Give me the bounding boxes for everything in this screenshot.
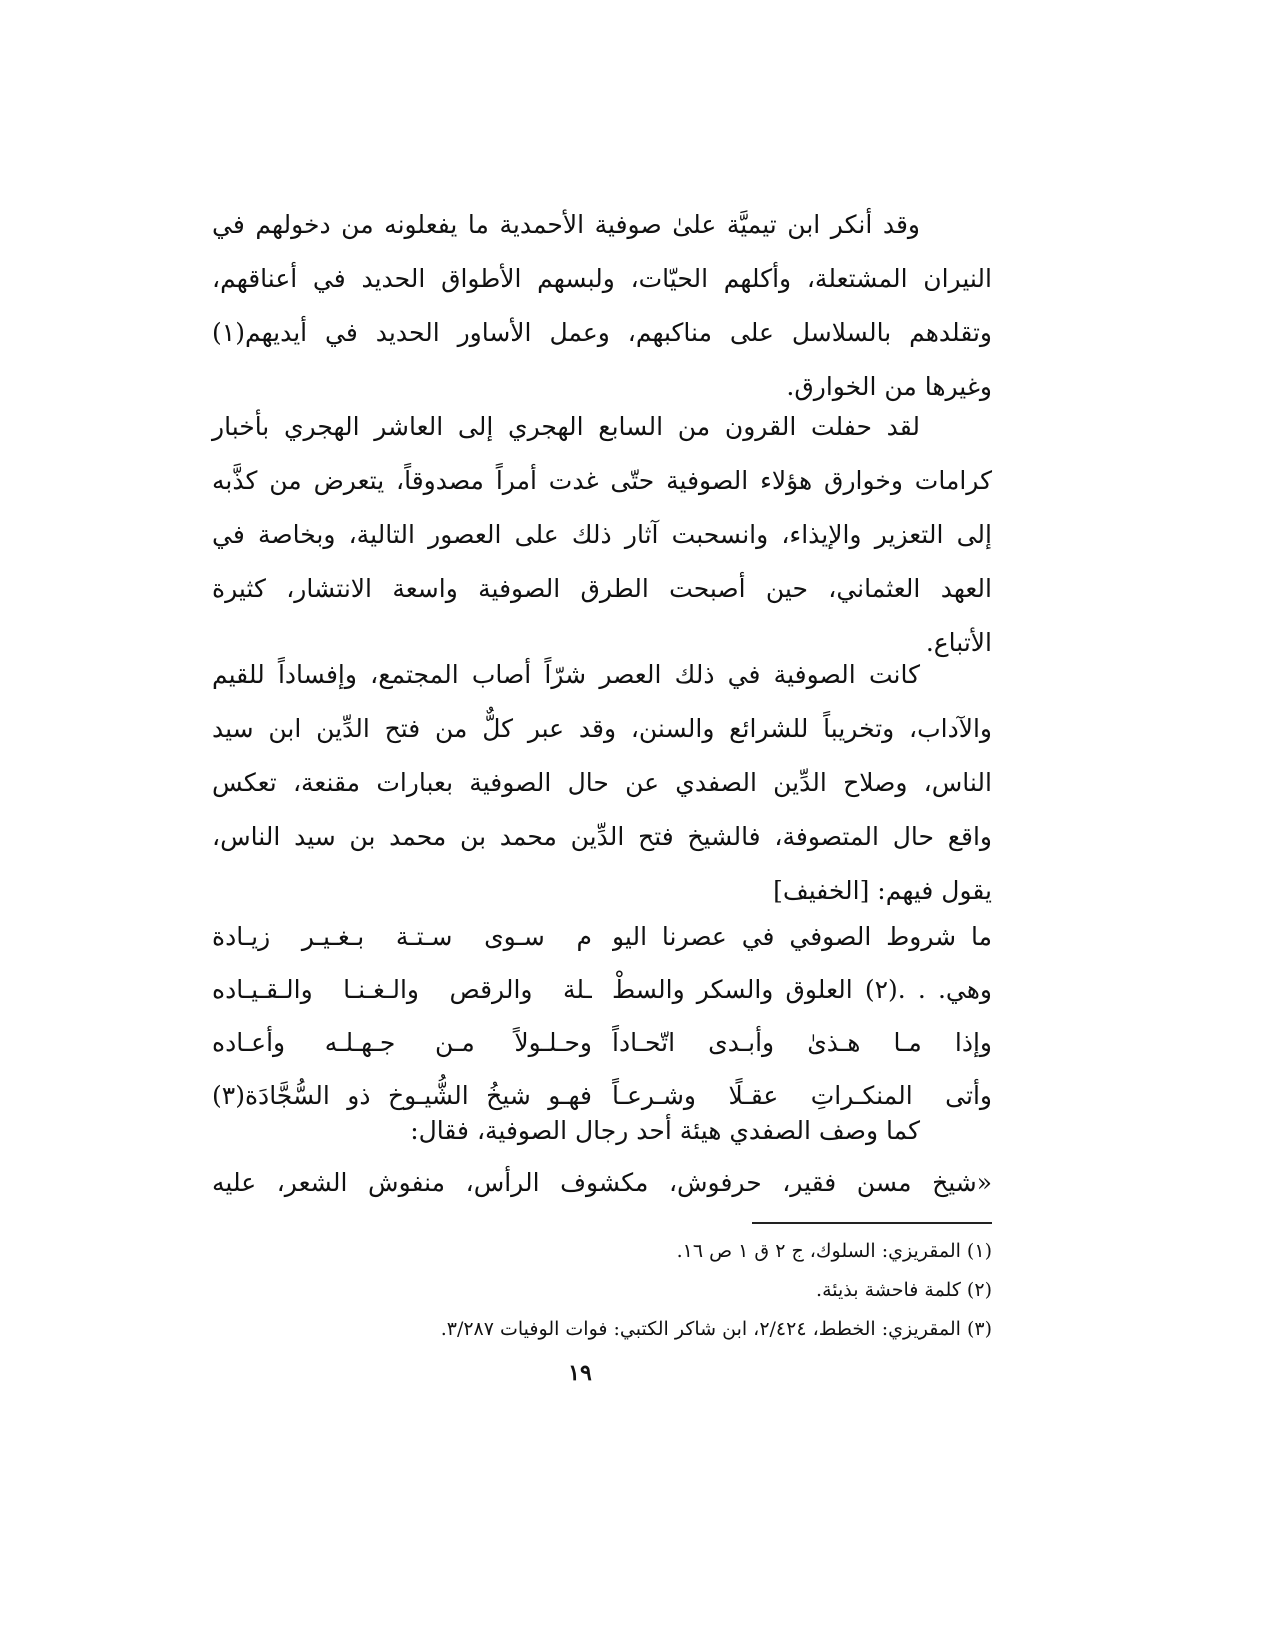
footnote: (٢) كلمة فاحشة بذيئة. xyxy=(816,1279,992,1301)
poem-first-hemistich: وإذا مـا هـذىٰ وأبـدى اتّحـاداً xyxy=(612,1028,992,1057)
footnote: (١) المقريزي: السلوك، ج ٢ ق ١ ص ١٦. xyxy=(676,1240,992,1262)
text-line: وتقلدهم بالسلاسل على مناكبهم، وعمل الأساور الحديد في أيديهم(١) xyxy=(212,318,992,347)
text-line: النيران المشتعلة، وأكلهم الحيّات، ولبسهم الأطواق الحديد في أعناقهم، xyxy=(212,264,992,293)
poem-verse xyxy=(212,910,992,963)
footnote-divider xyxy=(752,1222,992,1224)
text-line: إلى التعزير والإيذاء، وانسحبت آثار ذلك على العصور التالية، وبخاصة في xyxy=(212,520,992,549)
paragraph-centuries xyxy=(212,400,992,670)
poem-second-hemistich: فهـو شيخُ الشُّيـوخ ذو السُّجَّادَة(٣) xyxy=(212,1081,592,1110)
text-line: لقد حفلت القرون من السابع الهجري إلى العاشر الهجري بأخبار xyxy=(212,412,920,441)
text-line: والآداب، وتخريباً للشرائع والسنن، وقد عبر كلٌّ من فتح الدِّين ابن سيد xyxy=(212,714,992,743)
poem-first-hemistich: وأتى المنكـراتِ عقـلًا وشـرعـاً xyxy=(612,1081,992,1110)
poem-first-hemistich: وهي. . .(٢) العلوق والسكر والسطْ xyxy=(612,975,992,1004)
text-line: كما وصف الصفدي هيئة أحد رجال الصوفية، فقال: xyxy=(410,1116,920,1145)
paragraph-ibn-taymiyya xyxy=(212,198,992,414)
text-line: الأتباع. xyxy=(925,628,992,657)
text-line: واقع حال المتصوفة، فالشيخ فتح الدِّين محمد بن محمد بن سيد الناس، xyxy=(212,822,992,851)
text-line: وغيرها من الخوارق. xyxy=(786,372,992,401)
footnote: (٣) المقريزي: الخطط، ٢/٤٢٤، ابن شاكر الكتبي: فوات الوفيات ٣/٢٨٧. xyxy=(440,1318,992,1340)
text-line: وقد أنكر ابن تيميَّة علىٰ صوفية الأحمدية ما يفعلونه من دخولهم في xyxy=(212,210,920,239)
paragraph-safadi-description xyxy=(212,1105,992,1209)
footnotes xyxy=(212,1232,992,1349)
text-line: الناس، وصلاح الدِّين الصفدي عن حال الصوفية بعبارات مقنعة، تعكس xyxy=(212,768,992,797)
text-line: كانت الصوفية في ذلك العصر شرّاً أصاب المجتمع، وإفساداً للقيم xyxy=(212,660,920,689)
poem-first-hemistich: ما شروط الصوفي في عصرنا اليو xyxy=(612,922,992,951)
poem-verse xyxy=(212,1016,992,1069)
text-line: كرامات وخوارق هؤلاء الصوفية حتّى غدت أمراً مصدوقاً، يتعرض من كذَّبه xyxy=(212,466,992,495)
poem xyxy=(212,910,992,1122)
text-line: العهد العثماني، حين أصبحت الطرق الصوفية واسعة الانتشار، كثيرة xyxy=(212,574,992,603)
paragraph-sufism-evil xyxy=(212,648,992,918)
poem-verse xyxy=(212,963,992,1016)
text-line: «شيخ مسن فقير، حرفوش، مكشوف الرأس، منفوش الشعر، عليه xyxy=(212,1168,992,1197)
poem-second-hemistich: ـلة والرقص والـغـنـا والـقـيـاده xyxy=(212,975,592,1004)
page-number: ١٩ xyxy=(568,1360,592,1386)
poem-second-hemistich: وحـلـولاً مـن جـهـلـه وأعـاده xyxy=(212,1028,592,1057)
poem-second-hemistich: م سـوى سـتـة بـغـيـر زيـادة xyxy=(212,922,592,951)
text-line: يقول فيهم: [الخفيف] xyxy=(773,876,992,905)
